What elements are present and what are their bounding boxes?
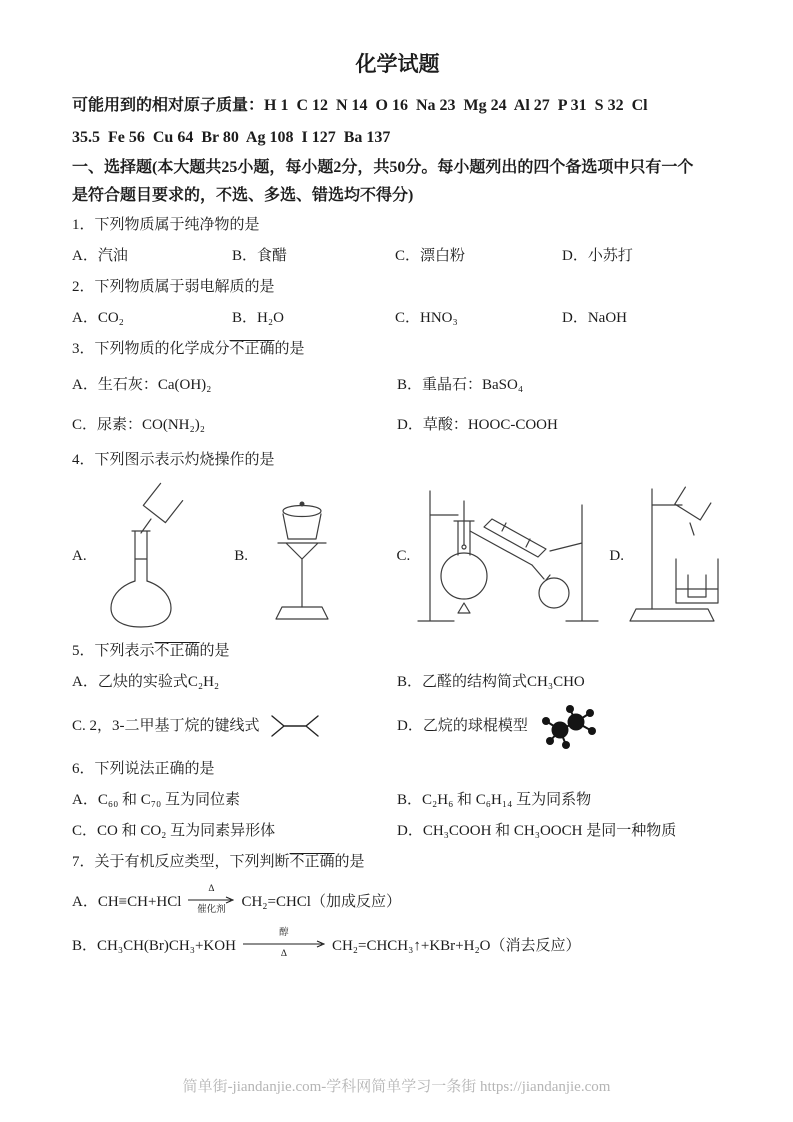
watermark-footer: 简单街-jiandanjie.com-学科网简单学习一条街 https://jiandanjie.com xyxy=(182,1079,611,1095)
question-4-option-b xyxy=(234,481,396,631)
question-7 xyxy=(72,847,723,966)
question-5-option-d xyxy=(397,703,598,749)
question-6-option-b: B．C₂H₆ 和 C₆H₁₄ 互为同系物 xyxy=(397,792,592,808)
question-4-label-d: D. xyxy=(609,547,624,564)
question-5-stem-post: 的是 xyxy=(199,643,230,659)
reaction-b-reactants: B．CH₃CH(Br)CH₃+KOH xyxy=(72,937,236,954)
question-6-options-ab xyxy=(72,785,723,816)
question-3-options-ab xyxy=(72,365,723,405)
reaction-a-condition-below: 催化剂 xyxy=(197,905,226,915)
question-4-label-b: B. xyxy=(234,547,248,564)
question-4-label-c: C. xyxy=(396,547,411,564)
question-6-stem: 6．下列说法正确的是 xyxy=(72,761,215,777)
question-5-option-c-label: C. 2，3-二甲基丁烷的键线式 xyxy=(72,717,260,734)
question-3-option-d: D．草酸：HOOC-COOH xyxy=(397,417,558,433)
reaction-b-products: CH₂=CHCH₃↑+KBr+H₂O（消去反应） xyxy=(331,937,581,954)
question-3-stem-post: 的是 xyxy=(274,341,305,357)
right-arrow-icon xyxy=(188,896,234,904)
question-7-option-b xyxy=(72,922,723,966)
question-4-option-c xyxy=(396,481,609,631)
page-title: 化学试题 xyxy=(355,52,440,76)
question-2 xyxy=(72,272,723,334)
section-header-line-1: 一、选择题(本大题共25小题，每小题2分，共50分。每小题列出的四个备选项中只有一个 xyxy=(72,159,694,176)
right-arrow-icon xyxy=(243,940,325,948)
question-6-options-cd xyxy=(72,816,723,847)
question-5-option-a: A．乙炔的实验式C₂H₂ xyxy=(72,674,220,690)
question-3-stem-emphasis: 不正确 xyxy=(229,341,275,357)
atomic-masses-line-1: 可能用到的相对原子质量：H 1 C 12 N 14 O 16 Na 23 Mg 24 Al 27 P 31 S 32 Cl xyxy=(72,97,648,114)
crucible-on-stand-figure xyxy=(252,481,347,631)
question-5-stem-pre: 5．下列表示 xyxy=(72,643,155,659)
question-4-option-a xyxy=(72,481,234,631)
question-2-options xyxy=(72,303,723,334)
question-1-option-a: A．汽油 xyxy=(72,248,128,264)
question-6 xyxy=(72,754,723,847)
question-4-option-d xyxy=(609,481,723,631)
question-1-option-c: C．漂白粉 xyxy=(395,248,466,264)
question-3-option-c: C．尿素：CO(NH₂)₂ xyxy=(72,417,205,433)
question-5 xyxy=(72,636,723,754)
question-2-option-d: D．NaOH xyxy=(562,310,627,326)
reaction-a-reactants: A．CH≡CH+HCl xyxy=(72,893,182,910)
reaction-a-arrow xyxy=(186,884,236,916)
ball-and-stick-model-figure xyxy=(536,703,598,749)
reaction-a-condition-above: Δ xyxy=(208,884,215,895)
question-3-option-b: B．重晶石：BaSO₄ xyxy=(397,377,524,393)
question-3-stem-pre: 3．下列物质的化学成分 xyxy=(72,341,230,357)
distillation-apparatus-figure xyxy=(414,481,599,631)
question-1-options xyxy=(72,241,723,272)
question-1 xyxy=(72,210,723,272)
question-5-stem xyxy=(72,636,723,667)
question-1-option-b: B．食醋 xyxy=(232,248,288,264)
question-1-stem: 1．下列物质属于纯净物的是 xyxy=(72,217,260,233)
pouring-into-volumetric-flask-figure xyxy=(91,481,186,631)
question-4-figures xyxy=(72,476,723,636)
reaction-b-condition-below: Δ xyxy=(280,949,287,959)
section-header-line-2: 是符合题目要求的，不选、多选、错选均不得分) xyxy=(72,187,414,204)
question-6-option-c: C．CO 和 CO₂ 互为同素异形体 xyxy=(72,823,276,839)
reaction-a-products: CH₂=CHCl（加成反应） xyxy=(241,893,401,910)
question-3 xyxy=(72,334,723,445)
question-7-stem-emphasis: 不正确 xyxy=(289,854,335,870)
question-3-options-cd xyxy=(72,405,723,445)
question-5-option-d-label: D．乙烷的球棍模型 xyxy=(397,717,528,734)
question-1-option-d: D．小苏打 xyxy=(562,248,633,264)
question-2-option-c: C．HNO₃ xyxy=(395,310,458,326)
question-4 xyxy=(72,445,723,636)
question-3-stem xyxy=(72,334,723,365)
question-2-stem: 2．下列物质属于弱电解质的是 xyxy=(72,279,275,295)
skeletal-formula-figure xyxy=(268,711,322,741)
stand-with-beaker-figure xyxy=(628,481,723,631)
reaction-b-arrow xyxy=(241,928,327,960)
question-7-stem-pre: 7．关于有机反应类型，下列判断 xyxy=(72,854,290,870)
question-6-option-a: A．C₆₀ 和 C₇₀ 互为同位素 xyxy=(72,792,241,808)
question-5-option-b: B．乙醛的结构简式CH₃CHO xyxy=(397,674,585,690)
question-6-option-d: D．CH₃COOH 和 CH₃OOCH 是同一种物质 xyxy=(397,823,677,839)
question-7-stem-post: 的是 xyxy=(334,854,365,870)
question-7-stem xyxy=(72,847,723,878)
question-5-options-cd xyxy=(72,698,723,754)
question-3-option-a: A．生石灰：Ca(OH)₂ xyxy=(72,377,212,393)
atomic-masses-line-2: 35.5 Fe 56 Cu 64 Br 80 Ag 108 I 127 Ba 137 xyxy=(72,129,391,146)
question-5-options-ab xyxy=(72,667,723,698)
question-7-option-a xyxy=(72,878,723,922)
question-2-option-a: A．CO₂ xyxy=(72,310,124,326)
question-5-stem-emphasis: 不正确 xyxy=(154,643,200,659)
question-4-label-a: A. xyxy=(72,547,87,564)
question-2-option-b: B．H₂O xyxy=(232,310,284,326)
reaction-b-condition-above: 醇 xyxy=(279,928,289,939)
question-5-option-c xyxy=(72,711,397,742)
question-4-stem: 4．下列图示表示灼烧操作的是 xyxy=(72,452,275,468)
